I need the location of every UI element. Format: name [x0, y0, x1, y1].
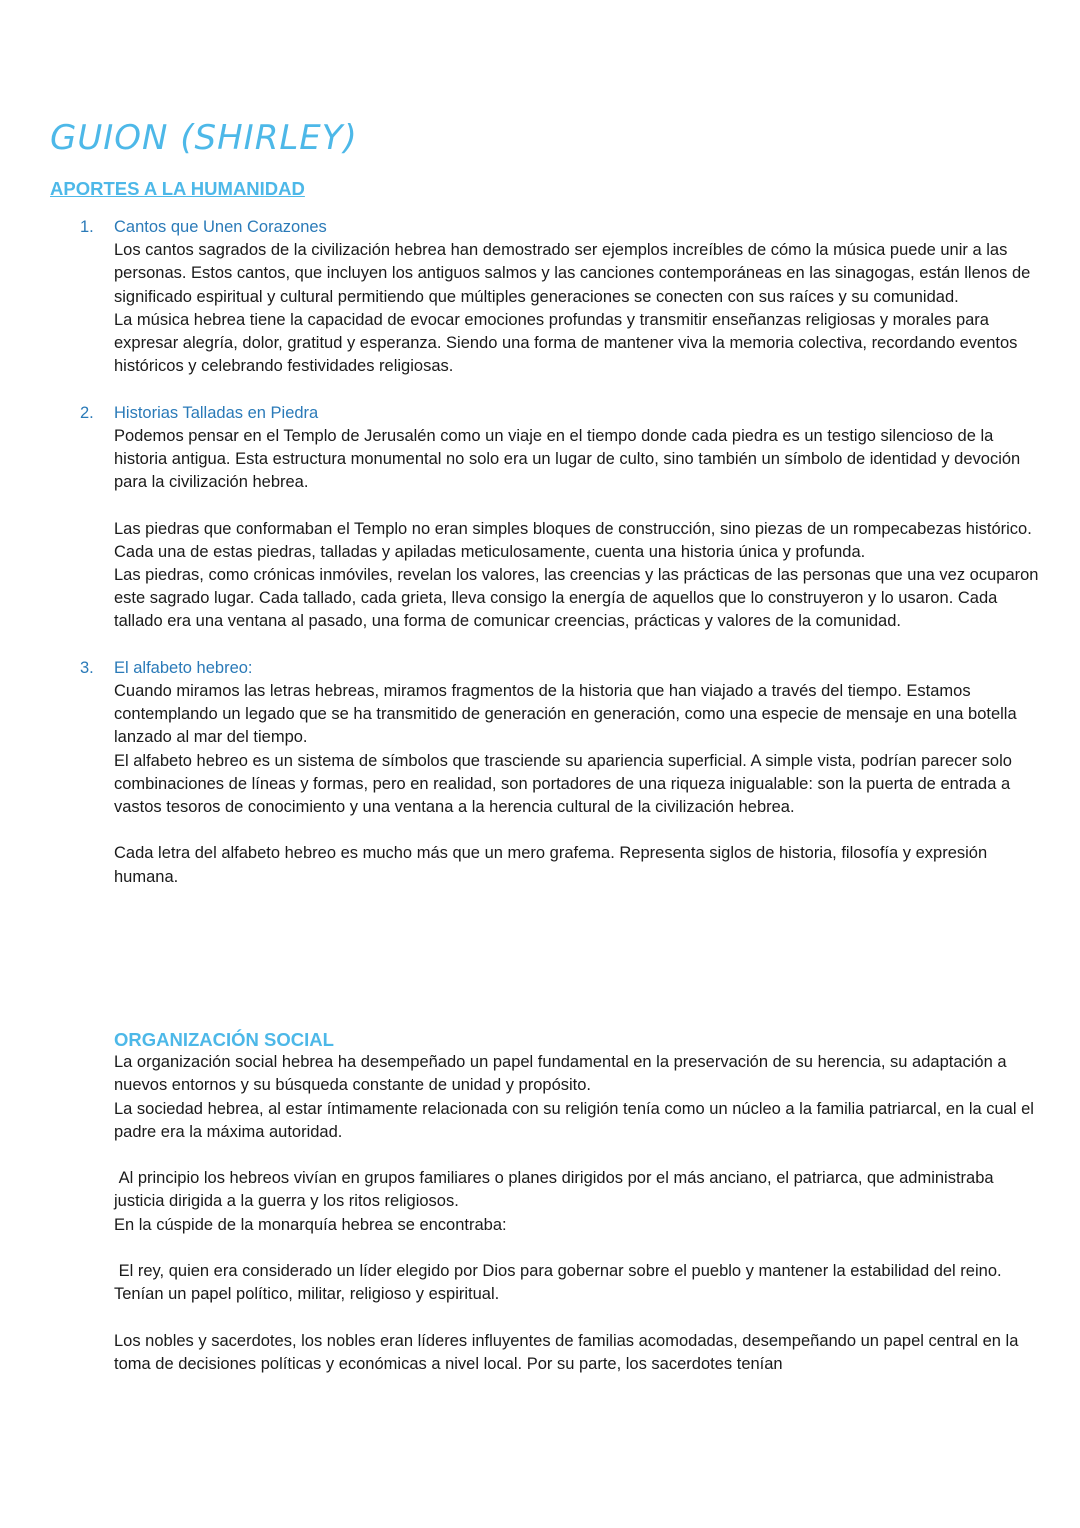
- list-item: [80, 657, 1040, 889]
- paragraph: Podemos pensar en el Templo de Jerusalén como un viaje en el tiempo donde cada piedra es un testigo silencioso de la historia antigua. Esta estructura monumental no solo era un lugar de culto, sino también un símbolo de identidad y devoción para la civilización hebrea.: [114, 426, 1021, 492]
- paragraph: Cada letra del alfabeto hebreo es mucho más que un mero grafema. Representa siglos de historia, filosofía y expresión humana.: [114, 844, 988, 886]
- paragraph: Las piedras que conformaban el Templo no eran simples bloques de construcción, sino piezas de un rompecabezas histórico. Cada una de estas piedras, talladas y apiladas meticulosamente, cuenta una historia única y profunda.: [114, 519, 1032, 561]
- paragraph: La organización social hebrea ha desempeñado un papel fundamental en la preservación de su herencia, su adaptación a nuevos entornos y su búsqueda constante de unidad y propósito.: [114, 1053, 1007, 1095]
- list-item-number: 3.: [80, 658, 94, 677]
- paragraph: La sociedad hebrea, al estar íntimamente relacionada con su religión tenía como un núcleo a la familia patriarcal, en la cual el padre era la máxima autoridad.: [114, 1099, 1034, 1141]
- paragraph: En la cúspide de la monarquía hebrea se encontraba:: [114, 1215, 507, 1234]
- list-item-number: 1.: [80, 218, 94, 236]
- list-item-heading: Historias Talladas en Piedra: [114, 403, 319, 422]
- section-heading: ORGANIZACIÓN SOCIAL: [114, 1029, 334, 1050]
- numbered-list: [80, 216, 1040, 889]
- list-item-number: 2.: [80, 403, 94, 422]
- paragraph: Los cantos sagrados de la civilización hebrea han demostrado ser ejemplos increíbles de cómo la música puede unir a las personas. Estos cantos, que incluyen los antiguos salmos y las canciones contemporáneas en las sinagogas, están llenos de significado espiritual y cultural permitiendo que múltiples generaciones se conecten con sus raíces y su comunidad.: [114, 241, 1031, 306]
- section-subtitle: APORTES A LA HUMANIDAD: [50, 178, 305, 199]
- paragraph: Las piedras, como crónicas inmóviles, revelan los valores, las creencias y las prácticas de las personas que una vez ocuparon este sagrado lugar. Cada tallado, cada grieta, lleva consigo la energía de aquellos que lo construyeron y lo usaron. Cada tallado era una ventana al pasado, una forma de comunicar creencias, prácticas y valores de la comunidad.: [114, 566, 1039, 631]
- paragraph: Cuando miramos las letras hebreas, miramos fragmentos de la historia que han viajado a través del tiempo. Estamos contemplando un legado que se ha transmitido de generación en generación, como una especie de mensaje en una botella lanzado al mar del tiempo.: [114, 682, 1017, 747]
- paragraph: Al principio los hebreos vivían en grupos familiares o planes dirigidos por el más anciano, el patriarca, que administraba justicia dirigida a la guerra y los ritos religiosos.: [114, 1169, 999, 1211]
- page-title: GUION (SHIRLEY): [50, 118, 358, 158]
- paragraph: La música hebrea tiene la capacidad de evocar emociones profundas y transmitir enseñanzas religiosas y morales para expresar alegría, dolor, gratitud y esperanza. Siendo una forma de mantener viva la memoria colectiva, recordando eventos históricos y celebrando festividades religiosas.: [114, 310, 1018, 376]
- paragraph: Los nobles y sacerdotes, los nobles eran líderes influyentes de familias acomodadas, desempeñando un papel central en la toma de decisiones políticas y económicas a nivel local. Por su parte, los sacerdotes tenían: [114, 1331, 1019, 1373]
- paragraph: El alfabeto hebreo es un sistema de símbolos que trasciende su apariencia superficial. A simple vista, podrían parecer solo combinaciones de líneas y formas, pero en realidad, son portadores de una riqueza inigualable: son la puerta de entrada a vastos tesoros de conocimiento y una ventana a la herencia cultural de la civilización hebrea.: [114, 751, 1012, 817]
- list-item: [80, 402, 1040, 634]
- list-item: [80, 216, 1040, 378]
- paragraph: El rey, quien era considerado un líder elegido por Dios para gobernar sobre el pueblo y mantener la estabilidad del reino. Tenían un papel político, militar, religioso y espiritual.: [114, 1262, 1006, 1304]
- list-item-heading: El alfabeto hebreo:: [114, 658, 253, 677]
- list-item-heading: Cantos que Unen Corazones: [114, 218, 327, 236]
- social-organization-section: [114, 1028, 1044, 1376]
